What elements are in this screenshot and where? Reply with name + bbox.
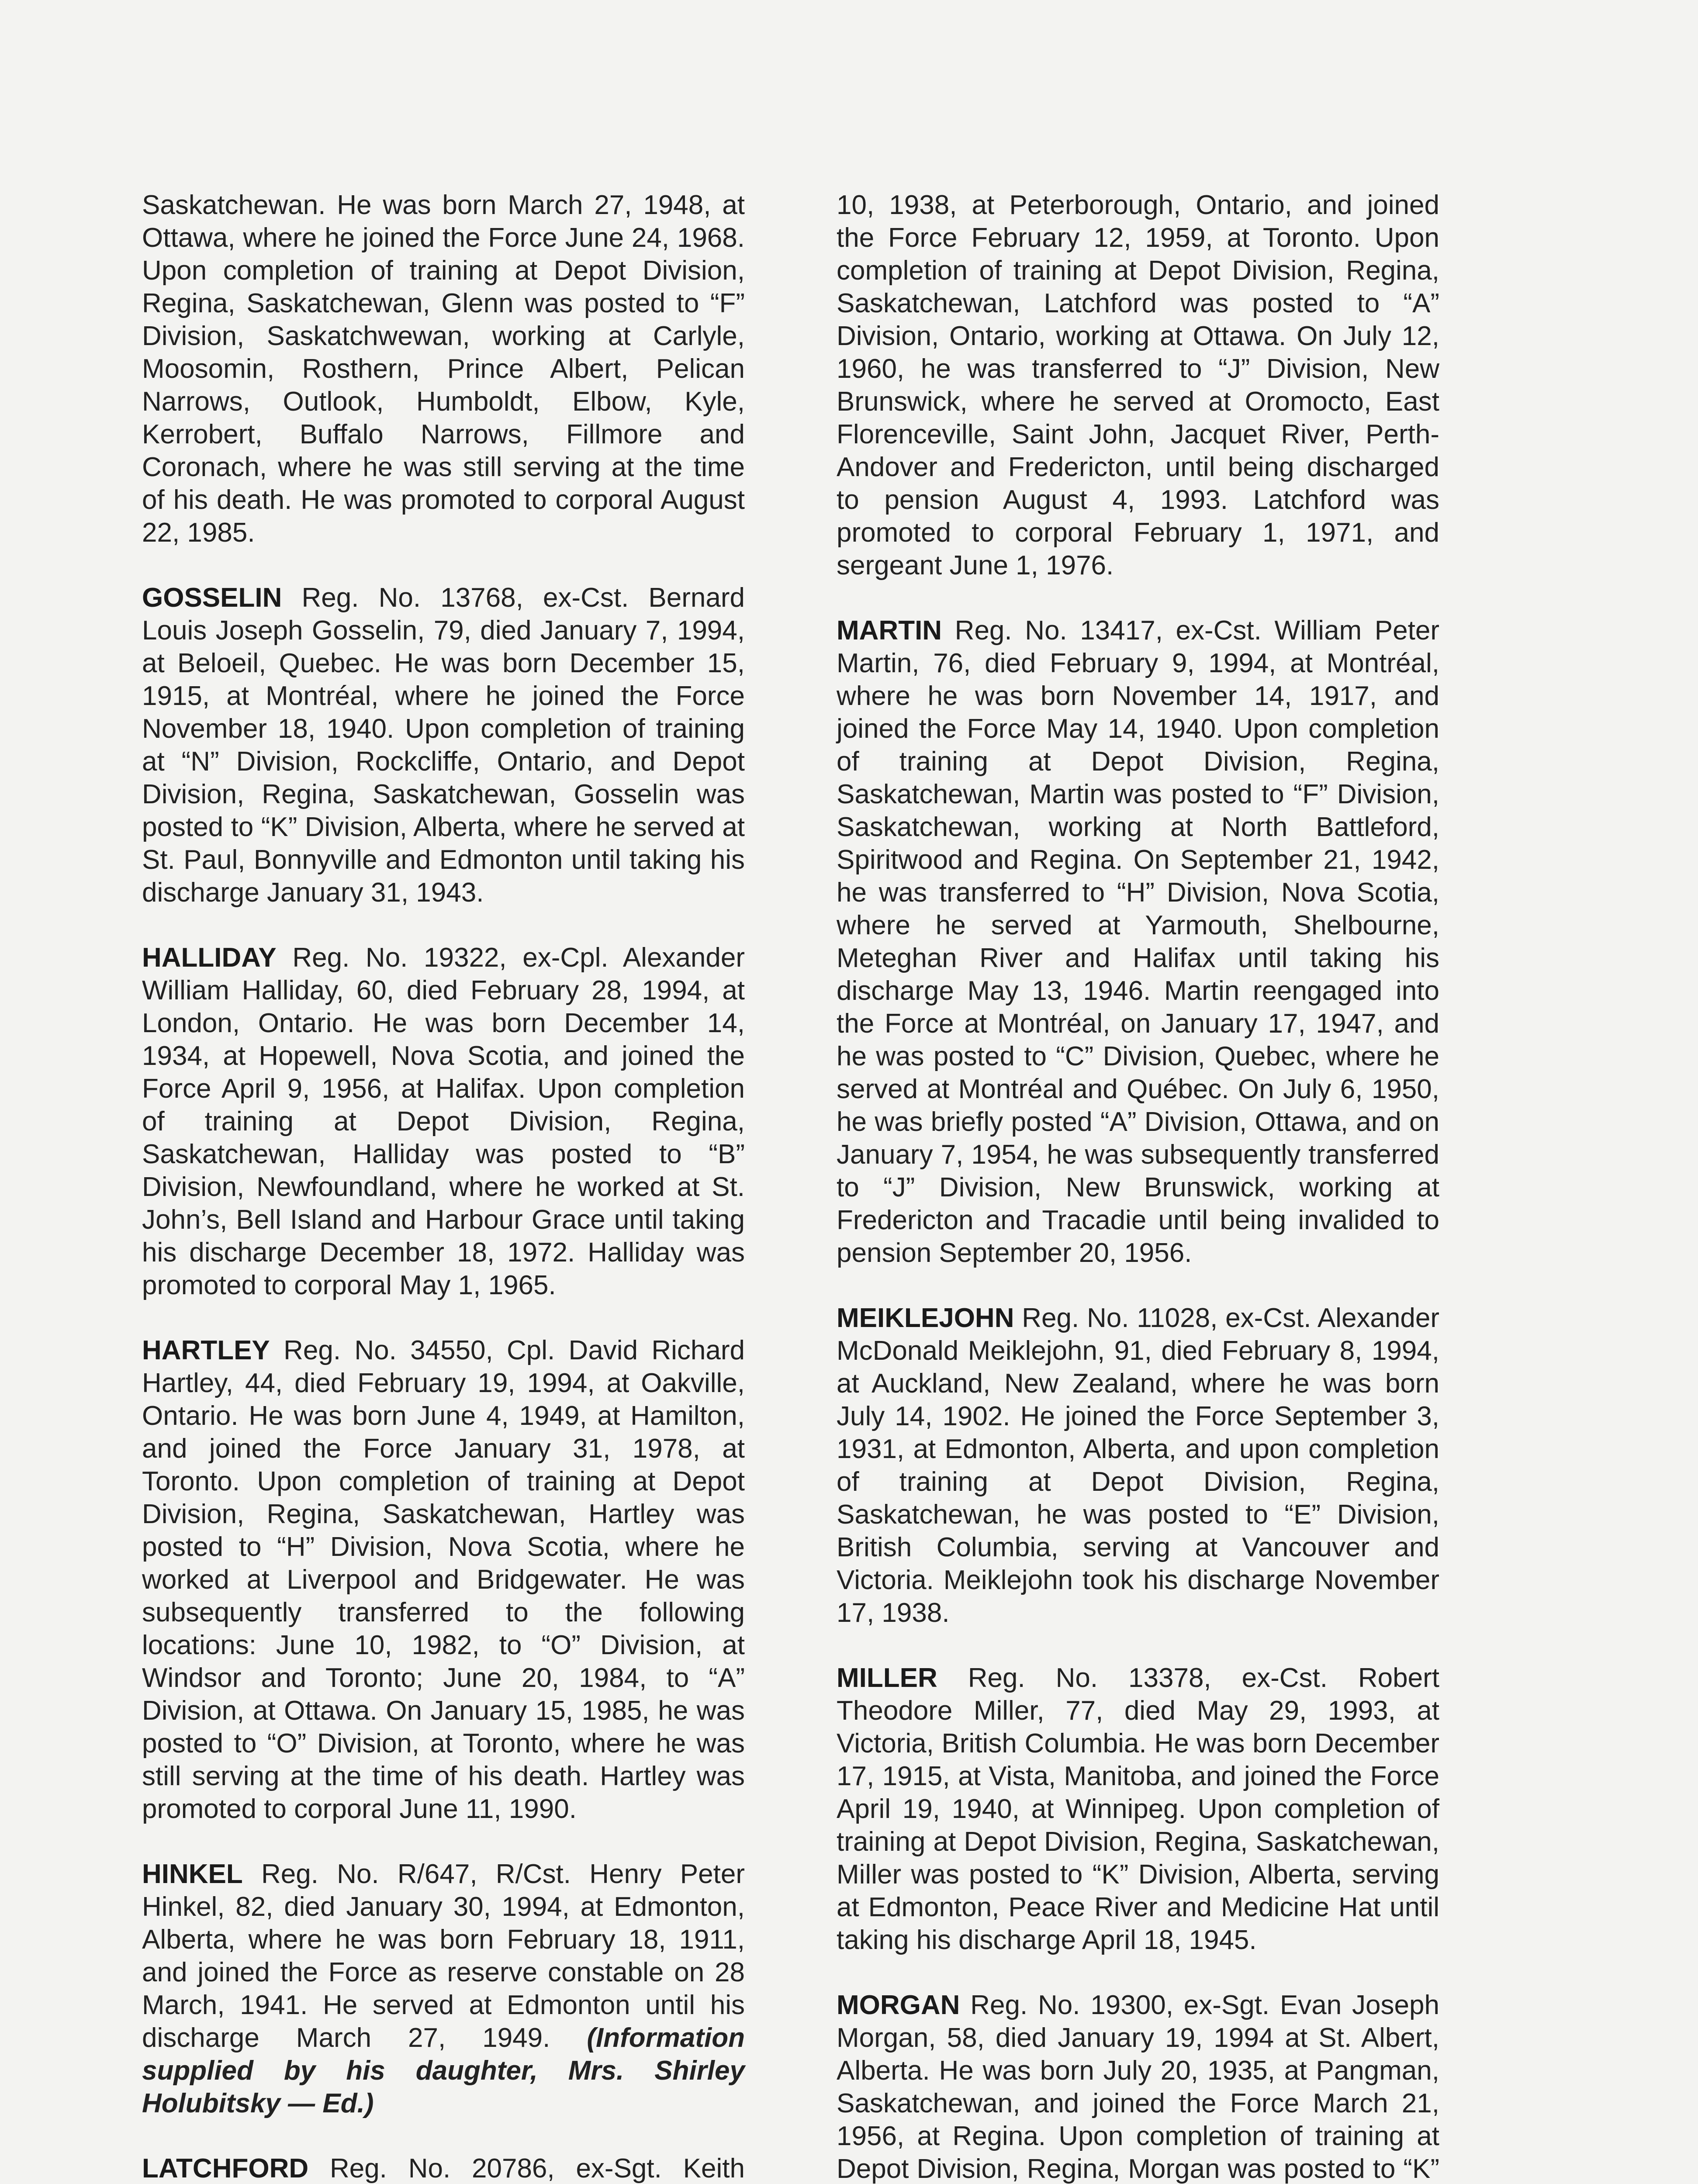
editor-note: (Information supplied by his daughter, Mrs. Shirley Holubitsky — Ed.) bbox=[142, 2023, 745, 2118]
obituary-entry bbox=[142, 1858, 745, 2120]
left-column bbox=[142, 189, 745, 2184]
obituary-entry bbox=[837, 1302, 1439, 1629]
entry-text: Reg. No. 13417, ex-Cst. William Peter Martin, 76, died February 9, 1994, at Montréal, where he was born November 14, 1917, and joined the Force May 14, 1940. Upon completion of training at Depot Division, Regina, Saskatchewan, Martin was posted to “F” Division, Saskatchewan, working at North Battleford, Spiritwood and Regina. On September 21, 1942, he was transferred to “H” Division, Nova Scotia, where he served at Yarmouth, Shelbourne, Meteghan River and Halifax until taking his discharge May 13, 1946. Martin reengaged into the Force at Montréal, on January 17, 1947, and he was posted to “C” Division, Quebec, where he served at Montréal and Québec. On July 6, 1950, he was briefly posted “A” Division, Ottawa, and on January 7, 1954, he was subsequently transferred to “J” Division, New Brunswick, working at Fredericton and Tracadie until being invalided to pension September 20, 1956. bbox=[837, 615, 1439, 1268]
entry-text: Reg. No. 20786, ex-Sgt. Keith bbox=[329, 2153, 745, 2184]
entry-surname: HINKEL bbox=[142, 1859, 243, 1889]
entry-text: Saskatchewan. He was born March 27, 1948, at Ottawa, where he joined the Force June 24, 1968. Upon completion of training at Depot Division, Regina, Saskatchewan, Glenn was posted to “F” Division, Saskatchwewan, working at Carlyle, Moosomin, Rosthern, Prince Albert, Pelican Narrows, Outlook, Humboldt, Elbow, Kyle, Kerrobert, Buffalo Narrows, Fillmore and Coronach, where he was still serving at the time of his death. He was promoted to corporal August 22, 1985. bbox=[142, 190, 745, 548]
entry-text: Reg. No. 19300, ex-Sgt. Evan Joseph Morgan, 58, died January 19, 1994 at St. Albert, Alberta. He was born July 20, 1935, at Pangman, Saskatchewan, and joined the Force March 21, 1956, at Regina. Upon completion of training at Depot Division, Regina, Morgan was posted to “K” bbox=[837, 1990, 1439, 2184]
right-column bbox=[837, 189, 1439, 2184]
entry-text: Reg. No. 34550, Cpl. David Richard Hartley, 44, died February 19, 1994, at Oakville, Ontario. He was born June 4, 1949, at Hamilton, and joined the Force January 31, 1978, at Toronto. Upon completion of training at Depot Division, Regina, Saskatchewan, Hartley was posted to “H” Division, Nova Scotia, where he worked at Liverpool and Bridgewater. He was subsequently transferred to the following locations: June 10, 1982, to “O” Division, at Windsor and Toronto; June 20, 1984, to “A” Division, at Ottawa. On January 15, 1985, he was posted to “O” Division, at Toronto, where he was still serving at the time of his death. Hartley was promoted to corporal June 11, 1990. bbox=[142, 1335, 745, 1824]
entry-text: Reg. No. 13378, ex-Cst. Robert Theodore Miller, 77, died May 29, 1993, at Victoria, British Columbia. He was born December 17, 1915, at Vista, Manitoba, and joined the Force April 19, 1940, at Winnipeg. Upon completion of training at Depot Division, Regina, Saskatchewan, Miller was posted to “K” Division, Alberta, serving at Edmonton, Peace River and Medicine Hat until taking his discharge April 18, 1945. bbox=[837, 1663, 1439, 1955]
obituary-entry bbox=[142, 1334, 745, 1825]
entry-surname: MILLER bbox=[837, 1663, 937, 1693]
obituary-entry bbox=[142, 2152, 745, 2184]
entry-surname: HALLIDAY bbox=[142, 943, 277, 973]
entry-surname: LATCHFORD bbox=[142, 2153, 309, 2184]
entry-surname: MEIKLEJOHN bbox=[837, 1303, 1014, 1333]
entry-surname: GOSSELIN bbox=[142, 583, 282, 613]
obituary-entry bbox=[837, 614, 1439, 1269]
entry-surname: MORGAN bbox=[837, 1990, 960, 2020]
obituary-entry bbox=[142, 189, 745, 549]
entry-text: Reg. No. R/647, R/Cst. Henry Peter Hinkel, 82, died January 30, 1994, at Edmonton, Alberta, where he was born February 18, 1911, and joined the Force as reserve constable on 28 March, 1941. He served at Edmonton until his discharge March 27, 1949. bbox=[142, 1859, 745, 2053]
entry-surname: HARTLEY bbox=[142, 1335, 270, 1365]
entry-text: Reg. No. 19322, ex-Cpl. Alexander William Halliday, 60, died February 28, 1994, at London, Ontario. He was born December 14, 1934, at Hopewell, Nova Scotia, and joined the Force April 9, 1956, at Halifax. Upon completion of training at Depot Division, Regina, Saskatchewan, Halliday was posted to “B” Division, Newfoundland, where he worked at St. John’s, Bell Island and Harbour Grace until taking his discharge December 18, 1972. Halliday was promoted to corporal May 1, 1965. bbox=[142, 943, 745, 1300]
obituary-entry bbox=[837, 1989, 1439, 2184]
entry-surname: MARTIN bbox=[837, 615, 942, 646]
obituary-entry bbox=[142, 941, 745, 1302]
obituary-entry bbox=[142, 581, 745, 909]
entry-text: Reg. No. 13768, ex-Cst. Bernard Louis Joseph Gosselin, 79, died January 7, 1994, at Beloeil, Quebec. He was born December 15, 1915, at Montréal, where he joined the Force November 18, 1940. Upon completion of training at “N” Division, Rockcliffe, Ontario, and Depot Division, Regina, Saskatchewan, Gosselin was posted to “K” Division, Alberta, where he served at St. Paul, Bonnyville and Edmonton until taking his discharge January 31, 1943. bbox=[142, 583, 745, 908]
entry-text: 10, 1938, at Peterborough, Ontario, and joined the Force February 12, 1959, at Toronto. Upon completion of training at Depot Division, Regina, Saskatchewan, Latchford was posted to “A” Division, Ontario, working at Ottawa. On July 12, 1960, he was transferred to “J” Division, New Brunswick, where he served at Oromocto, East Florenceville, Saint John, Jacquet River, Perth-Andover and Fredericton, until being discharged to pension August 4, 1993. Latchford was promoted to corporal February 1, 1971, and sergeant June 1, 1976. bbox=[837, 190, 1439, 581]
obituary-entry bbox=[837, 189, 1439, 582]
entry-text: Reg. No. 11028, ex-Cst. Alexander McDonald Meiklejohn, 91, died February 8, 1994, at Auckland, New Zealand, where he was born July 14, 1902. He joined the Force September 3, 1931, at Edmonton, Alberta, and upon completion of training at Depot Division, Regina, Saskatchewan, he was posted to “E” Division, British Columbia, serving at Vancouver and Victoria. Meiklejohn took his discharge November 17, 1938. bbox=[837, 1303, 1439, 1628]
obituary-entry bbox=[837, 1662, 1439, 1956]
